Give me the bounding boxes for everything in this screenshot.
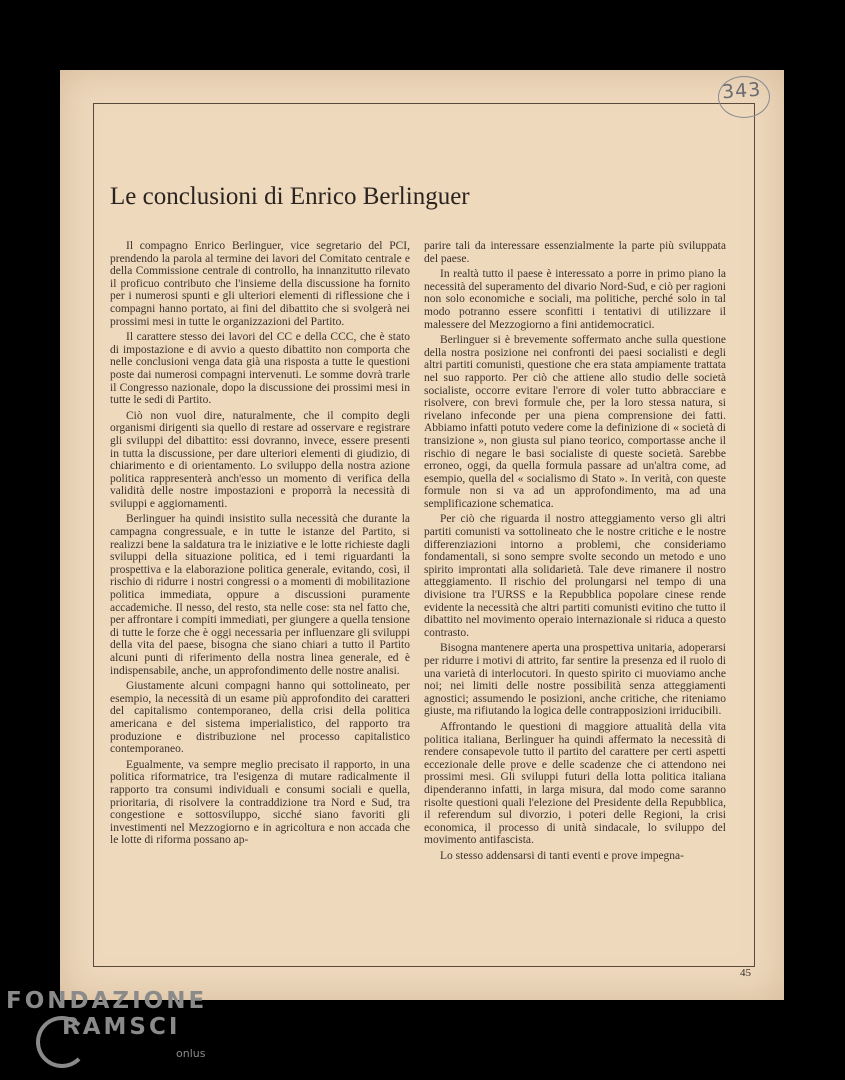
paragraph: Il carattere stesso dei lavori del CC e della CCC, che è stato di impostazione e di avvio a questo dibattito non comporta che nelle conclusioni venga data già una risposta a tutte le questioni poste dai numerosi compagni intervenuti. Le somme dovrà trarle il Congresso nazionale, dopo la discussione dei prossimi mesi in tutte le sedi di Partito. [110, 331, 410, 407]
paragraph: Giustamente alcuni compagni hanno qui sottolineato, per esempio, la necessità di un esame più approfondito dei caratteri del capitalismo contemporaneo, della crisi della politica americana e del sistema imperialistico, del rapporto tra produzione e distribuzione nel processo capitalistico contemporaneo. [110, 680, 410, 756]
paragraph: In realtà tutto il paese è interessato a porre in primo piano la necessità del superamento del divario Nord-Sud, e ciò per ragioni non solo economiche e sociali, ma politiche, perché solo in tal modo potranno essere sconfitti i tentativi di utilizzare il malessere del Mezzogiorno a fini antidemocratici. [424, 268, 726, 331]
right-column [424, 240, 726, 866]
watermark-suffix: onlus [176, 1047, 206, 1060]
watermark-line1: FONDAZIONE [6, 988, 208, 1014]
paragraph: Ciò non vuol dire, naturalmente, che il compito degli organismi dirigenti sia quello di restare ad osservare e registrare gli sviluppi del dibattito: essi dovranno, invece, essere presenti in tutta la discussione, per dare ulteriori elementi di giudizio, di chiarimento e di orientamento. Lo sviluppo della nostra azione politica rappresenterà anch'esso un momento di verifica della validità delle nostre impostazioni e proporrà la necessità di sviluppi e aggiornamenti. [110, 409, 410, 510]
paragraph: Lo stesso addensarsi di tanti eventi e prove impegna- [440, 849, 684, 862]
archive-number: 343 [721, 78, 762, 104]
paragraph: Berlinguer ha quindi insistito sulla necessità che durante la campagna congressuale, e in tutte le istanze del Partito, si realizzi bene la saldatura tra le iniziative e le lotte richieste dagli sviluppi della situazione politica, ed i temi riguardanti la prospettiva e la elaborazione politica generale, evitando, così, il rischio di ridurre i nostri congressi o a momenti di mobilitazione politica immediata, oppure a discussioni puramente accademiche. Il nesso, del resto, sta nelle cose: sta nel fatto che, per affrontare i compiti immediati, per giungere a quella tensione di tutte le forze che è oggi necessaria per influenzare gli sviluppi della vita del paese, bisogna che siano chiari a tutto il Partito alcuni punti di riferimento della nostra linea generale, ed è indispensabile, anche, un approfondimento delle nostre analisi. [110, 513, 410, 677]
document-page [60, 70, 784, 1000]
paragraph: Per ciò che riguarda il nostro atteggiamento verso gli altri partiti comunisti va sottolineato che le nostre critiche e le nostre differenziazioni intorno a problemi, che consideriamo fondamentali, si sono sempre svolte secondo un metodo e uno spirito improntati alla solidarietà. Tale deve rimanere il nostro atteggiamento. Il rischio del prolungarsi nel tempo di una divisione tra l'URSS e la Repubblica popolare cinese rende evidente la necessità che altri partiti comunisti evitino che tutto il dibattito nel movimento operaio internazionale si riduca a questo contrasto. [424, 513, 726, 639]
paragraph: Bisogna mantenere aperta una prospettiva unitaria, adoperarsi per ridurre i motivi di attrito, far sentire la presenza ed il ruolo di una varietà di interlocutori. In questo spirito ci muoviamo anche noi; nei limiti delle nostre possibilità senza atteggiamenti agnostici; assumendo le posizioni, anche critiche, che riteniamo giuste, ma rifiutando la logica delle contrapposizioni irriducibili. [424, 642, 726, 718]
paragraph: parire tali da interessare essenzialmente la parte più sviluppata del paese. [424, 240, 726, 265]
left-column [110, 240, 410, 850]
article-title: Le conclusioni di Enrico Berlinguer [110, 183, 470, 210]
paragraph: Affrontando le questioni di maggiore attualità della vita politica italiana, Berlinguer ha quindi affermato la necessità di rendere consapevole tutto il partito del carattere per certi aspetti eccezionale delle prove e delle scadenze che ci attendono nei prossimi mesi. Gli sviluppi futuri della lotta politica italiana dipenderanno infatti, in larga misura, dal modo come saranno risolte questioni quali l'elezione del Presidente della Repubblica, il referendum sul divorzio, i poteri delle Regioni, la crisi economica, il processo di unità sindacale, lo sviluppo del movimento antifascista. [424, 720, 726, 847]
paragraph: Il compagno Enrico Berlinguer, vice segretario del PCI, prendendo la parola al termine dei lavori del Comitato centrale e della Commissione centrale di controllo, ha innanzitutto rilevato il proficuo contributo che l'insieme della discussione ha fornito per i numerosi spunti e gli ulteriori elementi di riflessione che i compagni hanno portato, ai fini del dibattito che si svolgerà nei prossimi mesi in tutte le organizzazioni del Partito. [110, 240, 410, 328]
watermark-line2: RAMSCI [62, 1014, 181, 1040]
paragraph: Berlinguer si è brevemente soffermato anche sulla questione della nostra posizione nei confronti dei paesi socialisti e degli altri partiti comunisti, questione che era stata ampiamente trattata nel suo rapporto. Per ciò che attiene allo studio delle società socialiste, occorre evitare l'errore di voler tutto abbracciare e risolvere, con brevi formule che, per la loro stessa natura, si rivelano infeconde per una piena comprensione dei fatti. Abbiamo infatti potuto vedere come la definizione di « società di transizione », non giusta sul piano teorico, comportasse anche il rischio di negare le basi socialiste di queste società. Sarebbe erroneo, oggi, da quella formula passare ad un'altra come, ad esempio, quella del « socialismo di Stato ». In verità, con queste formule non si va ad un approfondimento, ma ad una semplificazione schematica. [424, 334, 726, 510]
page-number: 45 [740, 967, 751, 979]
paragraph: Egualmente, va sempre meglio precisato il rapporto, in una politica riformatrice, tra l'esigenza di mutare radicalmente il rapporto tra consumi individuali e consumi sociali e quella, prioritaria, di risolvere la contraddizione tra Nord e Sud, tra congestione e sottosviluppo, sicché siano favoriti gli investimenti nel Mezzogiorno e in agricoltura e non accada che le lotte di riforma possano ap- [110, 758, 410, 847]
